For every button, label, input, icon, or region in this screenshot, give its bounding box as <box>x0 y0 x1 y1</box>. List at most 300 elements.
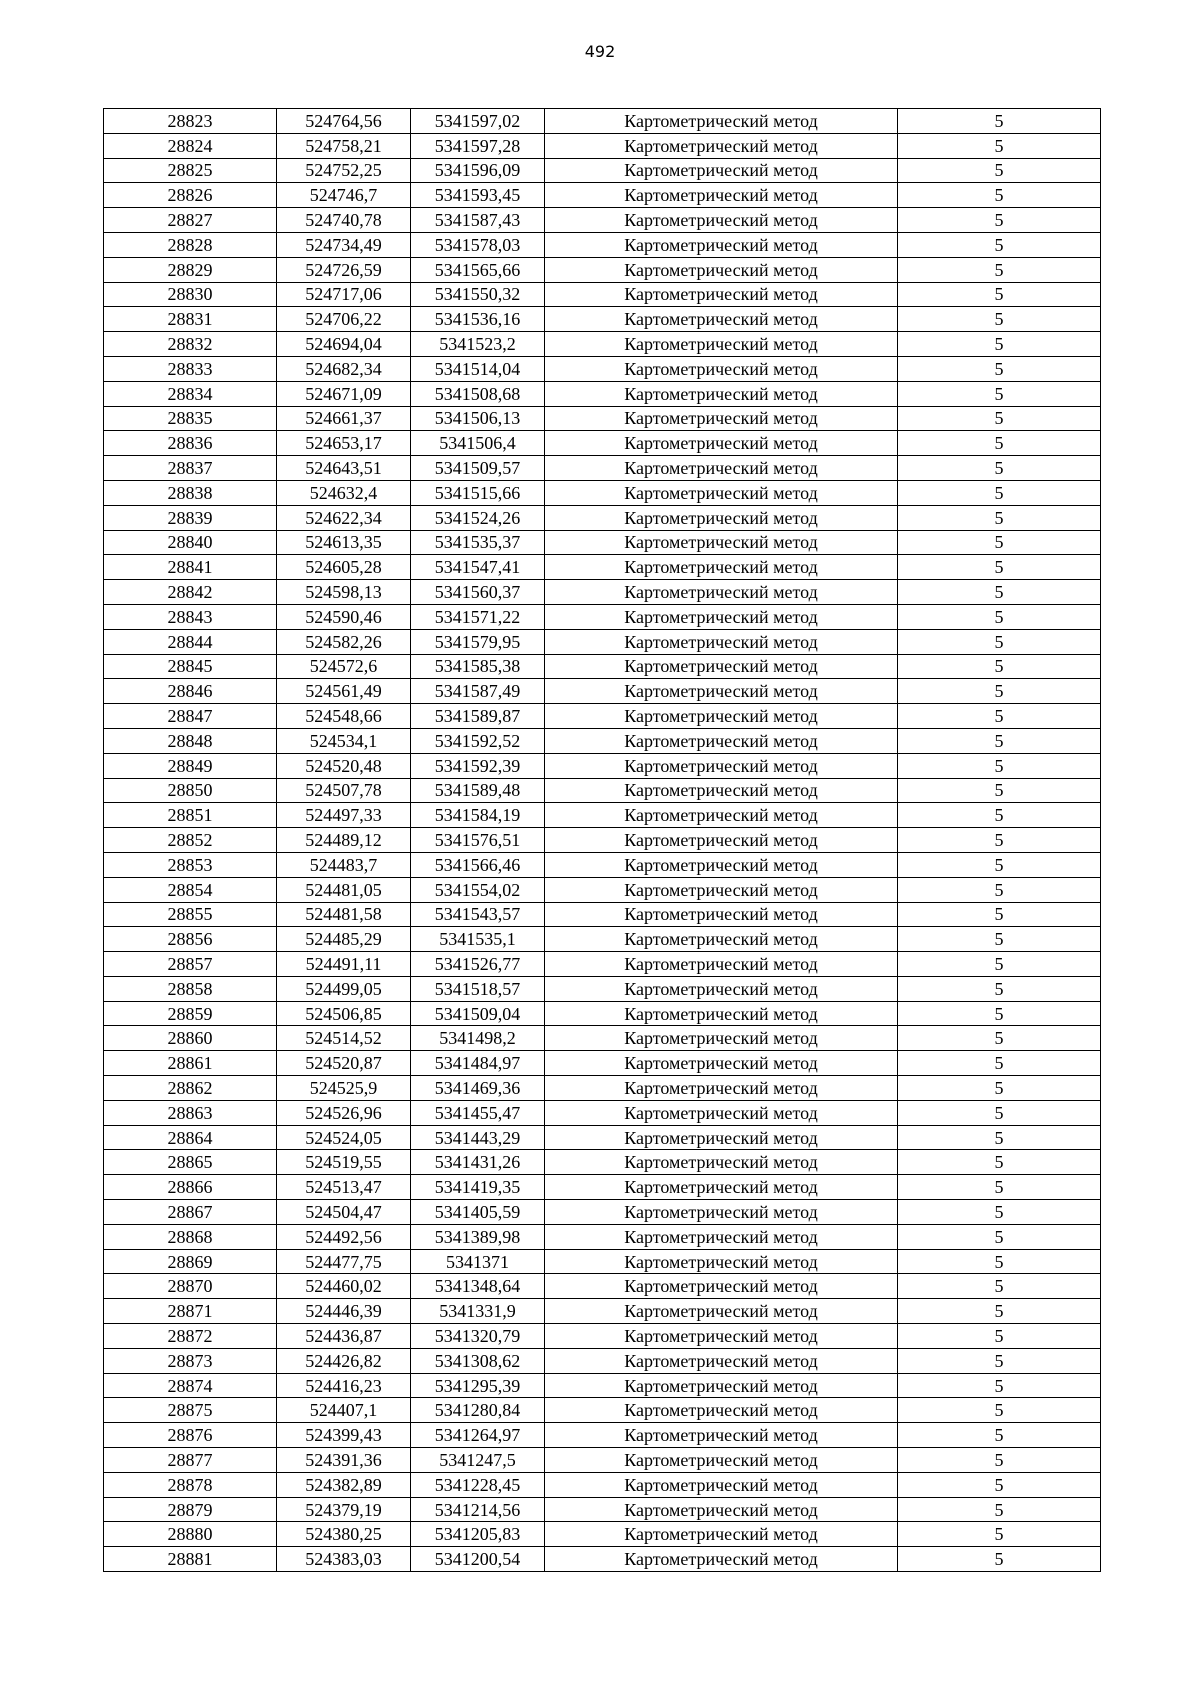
method-cell: Картометрический метод <box>545 1299 898 1324</box>
method-cell: Картометрический метод <box>545 456 898 481</box>
x-coordinate-cell: 524485,29 <box>277 927 411 952</box>
x-coordinate-cell: 524519,55 <box>277 1150 411 1175</box>
y-coordinate-cell: 5341205,83 <box>411 1522 545 1547</box>
accuracy-cell: 5 <box>898 307 1101 332</box>
accuracy-cell: 5 <box>898 1200 1101 1225</box>
method-cell: Картометрический метод <box>545 406 898 431</box>
table-row <box>104 778 1101 803</box>
table-row <box>104 480 1101 505</box>
y-coordinate-cell: 5341535,37 <box>411 530 545 555</box>
method-cell: Картометрический метод <box>545 555 898 580</box>
point-number-cell: 28852 <box>104 828 277 853</box>
accuracy-cell: 5 <box>898 530 1101 555</box>
accuracy-cell: 5 <box>898 431 1101 456</box>
y-coordinate-cell: 5341455,47 <box>411 1100 545 1125</box>
x-coordinate-cell: 524622,34 <box>277 505 411 530</box>
x-coordinate-cell: 524383,03 <box>277 1547 411 1572</box>
accuracy-cell: 5 <box>898 1547 1101 1572</box>
y-coordinate-cell: 5341228,45 <box>411 1472 545 1497</box>
accuracy-cell: 5 <box>898 208 1101 233</box>
accuracy-cell: 5 <box>898 778 1101 803</box>
accuracy-cell: 5 <box>898 1224 1101 1249</box>
table-row <box>104 877 1101 902</box>
accuracy-cell: 5 <box>898 1448 1101 1473</box>
point-number-cell: 28867 <box>104 1200 277 1225</box>
method-cell: Картометрический метод <box>545 604 898 629</box>
y-coordinate-cell: 5341589,87 <box>411 704 545 729</box>
y-coordinate-cell: 5341565,66 <box>411 257 545 282</box>
point-number-cell: 28869 <box>104 1249 277 1274</box>
table-row <box>104 1001 1101 1026</box>
x-coordinate-cell: 524481,05 <box>277 877 411 902</box>
x-coordinate-cell: 524524,05 <box>277 1125 411 1150</box>
accuracy-cell: 5 <box>898 1249 1101 1274</box>
accuracy-cell: 5 <box>898 1026 1101 1051</box>
y-coordinate-cell: 5341389,98 <box>411 1224 545 1249</box>
table-row <box>104 406 1101 431</box>
y-coordinate-cell: 5341571,22 <box>411 604 545 629</box>
table-row <box>104 1175 1101 1200</box>
accuracy-cell: 5 <box>898 1398 1101 1423</box>
accuracy-cell: 5 <box>898 356 1101 381</box>
point-number-cell: 28860 <box>104 1026 277 1051</box>
y-coordinate-cell: 5341264,97 <box>411 1423 545 1448</box>
x-coordinate-cell: 524492,56 <box>277 1224 411 1249</box>
y-coordinate-cell: 5341585,38 <box>411 654 545 679</box>
table-row <box>104 902 1101 927</box>
method-cell: Картометрический метод <box>545 1522 898 1547</box>
method-cell: Картометрический метод <box>545 1249 898 1274</box>
table-row <box>104 431 1101 456</box>
accuracy-cell: 5 <box>898 1001 1101 1026</box>
x-coordinate-cell: 524481,58 <box>277 902 411 927</box>
table-row <box>104 307 1101 332</box>
method-cell: Картометрический метод <box>545 1150 898 1175</box>
table-row <box>104 1348 1101 1373</box>
x-coordinate-cell: 524436,87 <box>277 1324 411 1349</box>
accuracy-cell: 5 <box>898 406 1101 431</box>
x-coordinate-cell: 524734,49 <box>277 232 411 257</box>
point-number-cell: 28850 <box>104 778 277 803</box>
method-cell: Картометрический метод <box>545 307 898 332</box>
method-cell: Картометрический метод <box>545 1423 898 1448</box>
method-cell: Картометрический метод <box>545 1001 898 1026</box>
accuracy-cell: 5 <box>898 456 1101 481</box>
method-cell: Картометрический метод <box>545 803 898 828</box>
x-coordinate-cell: 524671,09 <box>277 381 411 406</box>
method-cell: Картометрический метод <box>545 109 898 134</box>
y-coordinate-cell: 5341280,84 <box>411 1398 545 1423</box>
accuracy-cell: 5 <box>898 480 1101 505</box>
method-cell: Картометрический метод <box>545 232 898 257</box>
accuracy-cell: 5 <box>898 1324 1101 1349</box>
table-row <box>104 356 1101 381</box>
y-coordinate-cell: 5341498,2 <box>411 1026 545 1051</box>
point-number-cell: 28865 <box>104 1150 277 1175</box>
method-cell: Картометрический метод <box>545 1224 898 1249</box>
point-number-cell: 28845 <box>104 654 277 679</box>
table-body <box>104 109 1101 1572</box>
x-coordinate-cell: 524590,46 <box>277 604 411 629</box>
method-cell: Картометрический метод <box>545 654 898 679</box>
accuracy-cell: 5 <box>898 952 1101 977</box>
y-coordinate-cell: 5341506,13 <box>411 406 545 431</box>
table-row <box>104 1423 1101 1448</box>
point-number-cell: 28829 <box>104 257 277 282</box>
y-coordinate-cell: 5341524,26 <box>411 505 545 530</box>
point-number-cell: 28831 <box>104 307 277 332</box>
y-coordinate-cell: 5341543,57 <box>411 902 545 927</box>
table-row <box>104 679 1101 704</box>
table-row <box>104 1224 1101 1249</box>
y-coordinate-cell: 5341431,26 <box>411 1150 545 1175</box>
table-row <box>104 704 1101 729</box>
point-number-cell: 28879 <box>104 1497 277 1522</box>
point-number-cell: 28832 <box>104 332 277 357</box>
accuracy-cell: 5 <box>898 1522 1101 1547</box>
point-number-cell: 28843 <box>104 604 277 629</box>
x-coordinate-cell: 524399,43 <box>277 1423 411 1448</box>
table-row <box>104 530 1101 555</box>
point-number-cell: 28853 <box>104 852 277 877</box>
y-coordinate-cell: 5341596,09 <box>411 158 545 183</box>
y-coordinate-cell: 5341308,62 <box>411 1348 545 1373</box>
y-coordinate-cell: 5341509,57 <box>411 456 545 481</box>
table-row <box>104 927 1101 952</box>
x-coordinate-cell: 524605,28 <box>277 555 411 580</box>
method-cell: Картометрический метод <box>545 704 898 729</box>
x-coordinate-cell: 524507,78 <box>277 778 411 803</box>
x-coordinate-cell: 524653,17 <box>277 431 411 456</box>
method-cell: Картометрический метод <box>545 1175 898 1200</box>
point-number-cell: 28848 <box>104 728 277 753</box>
method-cell: Картометрический метод <box>545 1100 898 1125</box>
x-coordinate-cell: 524520,87 <box>277 1051 411 1076</box>
accuracy-cell: 5 <box>898 927 1101 952</box>
method-cell: Картометрический метод <box>545 133 898 158</box>
point-number-cell: 28825 <box>104 158 277 183</box>
method-cell: Картометрический метод <box>545 282 898 307</box>
method-cell: Картометрический метод <box>545 679 898 704</box>
accuracy-cell: 5 <box>898 1076 1101 1101</box>
table-row <box>104 1373 1101 1398</box>
accuracy-cell: 5 <box>898 803 1101 828</box>
y-coordinate-cell: 5341371 <box>411 1249 545 1274</box>
method-cell: Картометрический метод <box>545 480 898 505</box>
point-number-cell: 28861 <box>104 1051 277 1076</box>
method-cell: Картометрический метод <box>545 332 898 357</box>
accuracy-cell: 5 <box>898 1125 1101 1150</box>
accuracy-cell: 5 <box>898 704 1101 729</box>
accuracy-cell: 5 <box>898 133 1101 158</box>
table-row <box>104 1100 1101 1125</box>
y-coordinate-cell: 5341587,49 <box>411 679 545 704</box>
y-coordinate-cell: 5341295,39 <box>411 1373 545 1398</box>
point-number-cell: 28863 <box>104 1100 277 1125</box>
x-coordinate-cell: 524740,78 <box>277 208 411 233</box>
accuracy-cell: 5 <box>898 877 1101 902</box>
point-number-cell: 28878 <box>104 1472 277 1497</box>
accuracy-cell: 5 <box>898 1472 1101 1497</box>
point-number-cell: 28854 <box>104 877 277 902</box>
y-coordinate-cell: 5341592,52 <box>411 728 545 753</box>
method-cell: Картометрический метод <box>545 381 898 406</box>
y-coordinate-cell: 5341514,04 <box>411 356 545 381</box>
accuracy-cell: 5 <box>898 1051 1101 1076</box>
table-row <box>104 1026 1101 1051</box>
y-coordinate-cell: 5341535,1 <box>411 927 545 952</box>
point-number-cell: 28851 <box>104 803 277 828</box>
table-row <box>104 976 1101 1001</box>
x-coordinate-cell: 524446,39 <box>277 1299 411 1324</box>
x-coordinate-cell: 524382,89 <box>277 1472 411 1497</box>
accuracy-cell: 5 <box>898 580 1101 605</box>
x-coordinate-cell: 524548,66 <box>277 704 411 729</box>
x-coordinate-cell: 524632,4 <box>277 480 411 505</box>
table-row <box>104 1497 1101 1522</box>
point-number-cell: 28862 <box>104 1076 277 1101</box>
table-row <box>104 555 1101 580</box>
method-cell: Картометрический метод <box>545 877 898 902</box>
table-row <box>104 1076 1101 1101</box>
table-row <box>104 828 1101 853</box>
accuracy-cell: 5 <box>898 1497 1101 1522</box>
x-coordinate-cell: 524483,7 <box>277 852 411 877</box>
y-coordinate-cell: 5341592,39 <box>411 753 545 778</box>
point-number-cell: 28881 <box>104 1547 277 1572</box>
method-cell: Картометрический метод <box>545 431 898 456</box>
y-coordinate-cell: 5341597,28 <box>411 133 545 158</box>
method-cell: Картометрический метод <box>545 852 898 877</box>
point-number-cell: 28828 <box>104 232 277 257</box>
y-coordinate-cell: 5341566,46 <box>411 852 545 877</box>
method-cell: Картометрический метод <box>545 952 898 977</box>
y-coordinate-cell: 5341506,4 <box>411 431 545 456</box>
table-row <box>104 654 1101 679</box>
accuracy-cell: 5 <box>898 1100 1101 1125</box>
y-coordinate-cell: 5341443,29 <box>411 1125 545 1150</box>
x-coordinate-cell: 524746,7 <box>277 183 411 208</box>
accuracy-cell: 5 <box>898 753 1101 778</box>
method-cell: Картометрический метод <box>545 1051 898 1076</box>
point-number-cell: 28859 <box>104 1001 277 1026</box>
accuracy-cell: 5 <box>898 852 1101 877</box>
accuracy-cell: 5 <box>898 183 1101 208</box>
method-cell: Картометрический метод <box>545 356 898 381</box>
point-number-cell: 28830 <box>104 282 277 307</box>
page-number: 492 <box>584 42 616 61</box>
table-row <box>104 1051 1101 1076</box>
method-cell: Картометрический метод <box>545 530 898 555</box>
y-coordinate-cell: 5341484,97 <box>411 1051 545 1076</box>
x-coordinate-cell: 524391,36 <box>277 1448 411 1473</box>
x-coordinate-cell: 524504,47 <box>277 1200 411 1225</box>
point-number-cell: 28836 <box>104 431 277 456</box>
method-cell: Картометрический метод <box>545 1274 898 1299</box>
y-coordinate-cell: 5341536,16 <box>411 307 545 332</box>
x-coordinate-cell: 524477,75 <box>277 1249 411 1274</box>
method-cell: Картометрический метод <box>545 183 898 208</box>
x-coordinate-cell: 524497,33 <box>277 803 411 828</box>
method-cell: Картометрический метод <box>545 1373 898 1398</box>
point-number-cell: 28842 <box>104 580 277 605</box>
y-coordinate-cell: 5341597,02 <box>411 109 545 134</box>
x-coordinate-cell: 524726,59 <box>277 257 411 282</box>
point-number-cell: 28876 <box>104 1423 277 1448</box>
method-cell: Картометрический метод <box>545 1076 898 1101</box>
point-number-cell: 28873 <box>104 1348 277 1373</box>
point-number-cell: 28849 <box>104 753 277 778</box>
x-coordinate-cell: 524534,1 <box>277 728 411 753</box>
table-row <box>104 381 1101 406</box>
accuracy-cell: 5 <box>898 282 1101 307</box>
table-row <box>104 332 1101 357</box>
accuracy-cell: 5 <box>898 332 1101 357</box>
point-number-cell: 28864 <box>104 1125 277 1150</box>
y-coordinate-cell: 5341550,32 <box>411 282 545 307</box>
y-coordinate-cell: 5341554,02 <box>411 877 545 902</box>
y-coordinate-cell: 5341526,77 <box>411 952 545 977</box>
method-cell: Картометрический метод <box>545 1200 898 1225</box>
point-number-cell: 28872 <box>104 1324 277 1349</box>
x-coordinate-cell: 524407,1 <box>277 1398 411 1423</box>
table-row <box>104 133 1101 158</box>
method-cell: Картометрический метод <box>545 158 898 183</box>
accuracy-cell: 5 <box>898 257 1101 282</box>
x-coordinate-cell: 524572,6 <box>277 654 411 679</box>
table-row <box>104 456 1101 481</box>
x-coordinate-cell: 524379,19 <box>277 1497 411 1522</box>
point-number-cell: 28827 <box>104 208 277 233</box>
accuracy-cell: 5 <box>898 1373 1101 1398</box>
method-cell: Картометрический метод <box>545 1125 898 1150</box>
point-number-cell: 28824 <box>104 133 277 158</box>
method-cell: Картометрический метод <box>545 1497 898 1522</box>
point-number-cell: 28826 <box>104 183 277 208</box>
table-row <box>104 208 1101 233</box>
x-coordinate-cell: 524661,37 <box>277 406 411 431</box>
x-coordinate-cell: 524598,13 <box>277 580 411 605</box>
point-number-cell: 28874 <box>104 1373 277 1398</box>
point-number-cell: 28837 <box>104 456 277 481</box>
accuracy-cell: 5 <box>898 232 1101 257</box>
table-row <box>104 1547 1101 1572</box>
table-row <box>104 803 1101 828</box>
table-row <box>104 1249 1101 1274</box>
point-number-cell: 28838 <box>104 480 277 505</box>
accuracy-cell: 5 <box>898 505 1101 530</box>
y-coordinate-cell: 5341419,35 <box>411 1175 545 1200</box>
x-coordinate-cell: 524491,11 <box>277 952 411 977</box>
table-row <box>104 604 1101 629</box>
method-cell: Картометрический метод <box>545 976 898 1001</box>
y-coordinate-cell: 5341348,64 <box>411 1274 545 1299</box>
method-cell: Картометрический метод <box>545 208 898 233</box>
accuracy-cell: 5 <box>898 1150 1101 1175</box>
table-row <box>104 1324 1101 1349</box>
table-row <box>104 1150 1101 1175</box>
x-coordinate-cell: 524460,02 <box>277 1274 411 1299</box>
table-row <box>104 1398 1101 1423</box>
x-coordinate-cell: 524561,49 <box>277 679 411 704</box>
point-number-cell: 28871 <box>104 1299 277 1324</box>
table-row <box>104 1200 1101 1225</box>
point-number-cell: 28858 <box>104 976 277 1001</box>
point-number-cell: 28877 <box>104 1448 277 1473</box>
method-cell: Картометрический метод <box>545 1324 898 1349</box>
method-cell: Картометрический метод <box>545 1472 898 1497</box>
point-number-cell: 28823 <box>104 109 277 134</box>
table-row <box>104 158 1101 183</box>
accuracy-cell: 5 <box>898 976 1101 1001</box>
accuracy-cell: 5 <box>898 1175 1101 1200</box>
table-row <box>104 282 1101 307</box>
table-row <box>104 183 1101 208</box>
point-number-cell: 28841 <box>104 555 277 580</box>
table-row <box>104 505 1101 530</box>
table-row <box>104 852 1101 877</box>
point-number-cell: 28866 <box>104 1175 277 1200</box>
x-coordinate-cell: 524513,47 <box>277 1175 411 1200</box>
method-cell: Картометрический метод <box>545 580 898 605</box>
table-row <box>104 109 1101 134</box>
accuracy-cell: 5 <box>898 109 1101 134</box>
method-cell: Картометрический метод <box>545 753 898 778</box>
point-number-cell: 28833 <box>104 356 277 381</box>
point-number-cell: 28870 <box>104 1274 277 1299</box>
x-coordinate-cell: 524706,22 <box>277 307 411 332</box>
x-coordinate-cell: 524682,34 <box>277 356 411 381</box>
method-cell: Картометрический метод <box>545 257 898 282</box>
table-row <box>104 1274 1101 1299</box>
y-coordinate-cell: 5341405,59 <box>411 1200 545 1225</box>
y-coordinate-cell: 5341523,2 <box>411 332 545 357</box>
accuracy-cell: 5 <box>898 654 1101 679</box>
y-coordinate-cell: 5341515,66 <box>411 480 545 505</box>
y-coordinate-cell: 5341587,43 <box>411 208 545 233</box>
x-coordinate-cell: 524426,82 <box>277 1348 411 1373</box>
y-coordinate-cell: 5341579,95 <box>411 629 545 654</box>
point-number-cell: 28834 <box>104 381 277 406</box>
y-coordinate-cell: 5341200,54 <box>411 1547 545 1572</box>
point-number-cell: 28847 <box>104 704 277 729</box>
y-coordinate-cell: 5341578,03 <box>411 232 545 257</box>
accuracy-cell: 5 <box>898 381 1101 406</box>
method-cell: Картометрический метод <box>545 1398 898 1423</box>
accuracy-cell: 5 <box>898 158 1101 183</box>
x-coordinate-cell: 524416,23 <box>277 1373 411 1398</box>
x-coordinate-cell: 524764,56 <box>277 109 411 134</box>
point-number-cell: 28846 <box>104 679 277 704</box>
y-coordinate-cell: 5341247,5 <box>411 1448 545 1473</box>
method-cell: Картометрический метод <box>545 902 898 927</box>
x-coordinate-cell: 524643,51 <box>277 456 411 481</box>
point-number-cell: 28855 <box>104 902 277 927</box>
point-number-cell: 28839 <box>104 505 277 530</box>
x-coordinate-cell: 524752,25 <box>277 158 411 183</box>
y-coordinate-cell: 5341469,36 <box>411 1076 545 1101</box>
x-coordinate-cell: 524582,26 <box>277 629 411 654</box>
method-cell: Картометрический метод <box>545 828 898 853</box>
y-coordinate-cell: 5341331,9 <box>411 1299 545 1324</box>
x-coordinate-cell: 524717,06 <box>277 282 411 307</box>
y-coordinate-cell: 5341509,04 <box>411 1001 545 1026</box>
accuracy-cell: 5 <box>898 1348 1101 1373</box>
x-coordinate-cell: 524489,12 <box>277 828 411 853</box>
method-cell: Картометрический метод <box>545 728 898 753</box>
x-coordinate-cell: 524380,25 <box>277 1522 411 1547</box>
point-number-cell: 28880 <box>104 1522 277 1547</box>
